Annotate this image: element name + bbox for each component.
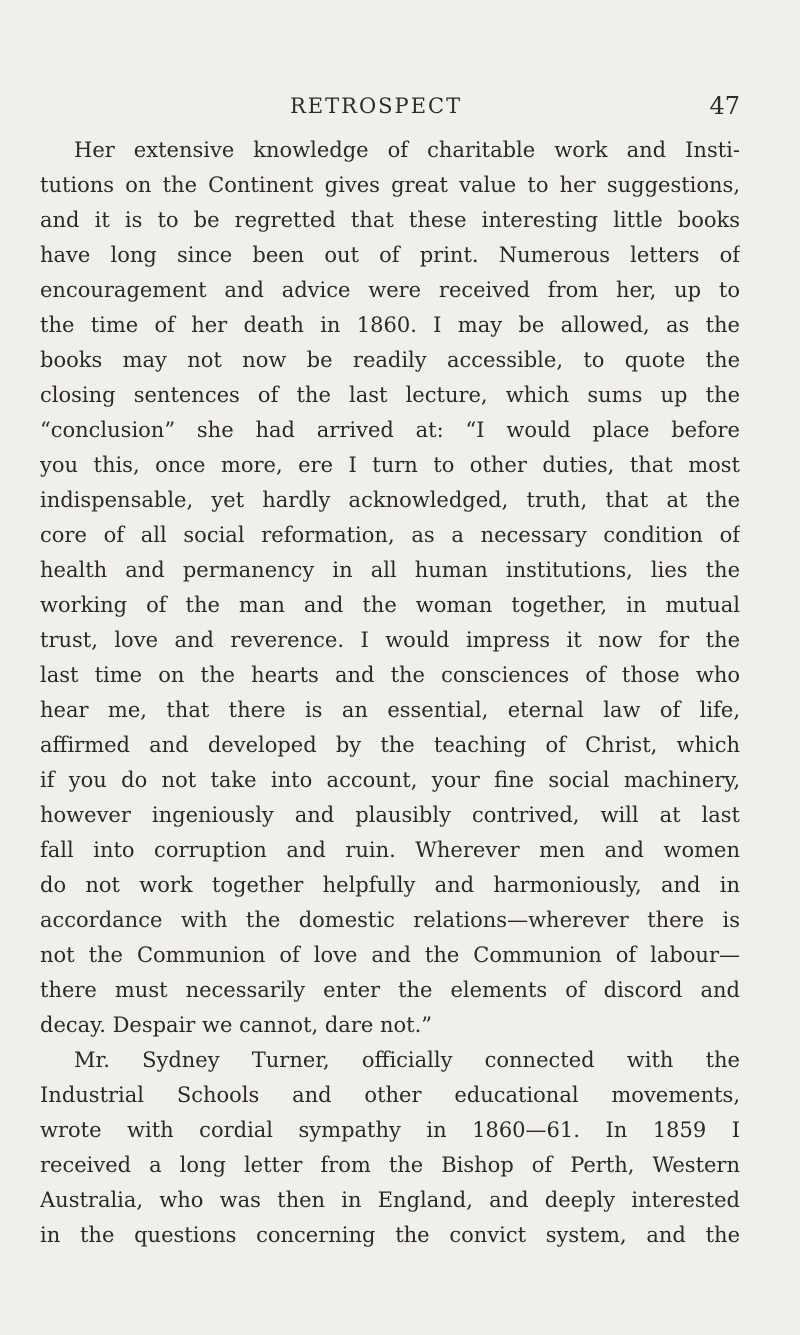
text-line: working of the man and the woman together, in mutual (40, 593, 740, 617)
text-line: health and permanency in all human institutions, lies the (40, 558, 740, 582)
paragraph (40, 133, 740, 1043)
text-line: closing sentences of the last lecture, which sums up the (40, 383, 740, 407)
text-line: received a long letter from the Bishop of Perth, Western (40, 1153, 740, 1177)
page-number: 47 (709, 92, 740, 120)
text-line: have long since been out of print. Numerous letters of (40, 243, 740, 267)
text-line: not the Communion of love and the Communion of labour— (40, 943, 740, 967)
text-line: accordance with the domestic relations—wherever there is (40, 908, 740, 932)
text-line: there must necessarily enter the elements of discord and (40, 978, 740, 1002)
text-line: if you do not take into account, your fine social machinery, (40, 768, 740, 792)
running-title: RETROSPECT (290, 94, 463, 118)
text-line: the time of her death in 1860. I may be allowed, as the (40, 313, 740, 337)
text-line: books may not now be readily accessible, to quote the (40, 348, 740, 372)
text-line: tutions on the Continent gives great value to her suggestions, (40, 173, 740, 197)
text-line: “conclusion” she had arrived at: “I would place before (40, 418, 740, 442)
text-line: trust, love and reverence. I would impress it now for the (40, 628, 740, 652)
text-line: you this, once more, ere I turn to other duties, that most (40, 453, 740, 477)
text-line: do not work together helpfully and harmoniously, and in (40, 873, 740, 897)
text-line: Her extensive knowledge of charitable work and Insti- (74, 138, 740, 162)
text-line: hear me, that there is an essential, eternal law of life, (40, 698, 740, 722)
text-line: indispensable, yet hardly acknowledged, truth, that at the (40, 488, 740, 512)
text-line: in the questions concerning the convict system, and the (40, 1223, 740, 1247)
text-line: last time on the hearts and the consciences of those who (40, 663, 740, 687)
text-line: wrote with cordial sympathy in 1860—61. In 1859 I (40, 1118, 740, 1142)
text-line: Australia, who was then in England, and deeply interested (40, 1188, 740, 1212)
text-line: fall into corruption and ruin. Wherever men and women (40, 838, 740, 862)
text-line: encouragement and advice were received from her, up to (40, 278, 740, 302)
text-line: Industrial Schools and other educational movements, (40, 1083, 740, 1107)
text-line: decay. Despair we cannot, dare not.” (40, 1013, 432, 1037)
body-text (40, 133, 740, 1253)
text-line: affirmed and developed by the teaching of Christ, which (40, 733, 740, 757)
text-line: however ingeniously and plausibly contrived, will at last (40, 803, 740, 827)
running-head (40, 88, 740, 124)
text-line: core of all social reformation, as a necessary condition of (40, 523, 740, 547)
paragraph (40, 1043, 740, 1253)
text-line: Mr. Sydney Turner, officially connected with the (74, 1048, 740, 1072)
text-line: and it is to be regretted that these interesting little books (40, 208, 740, 232)
